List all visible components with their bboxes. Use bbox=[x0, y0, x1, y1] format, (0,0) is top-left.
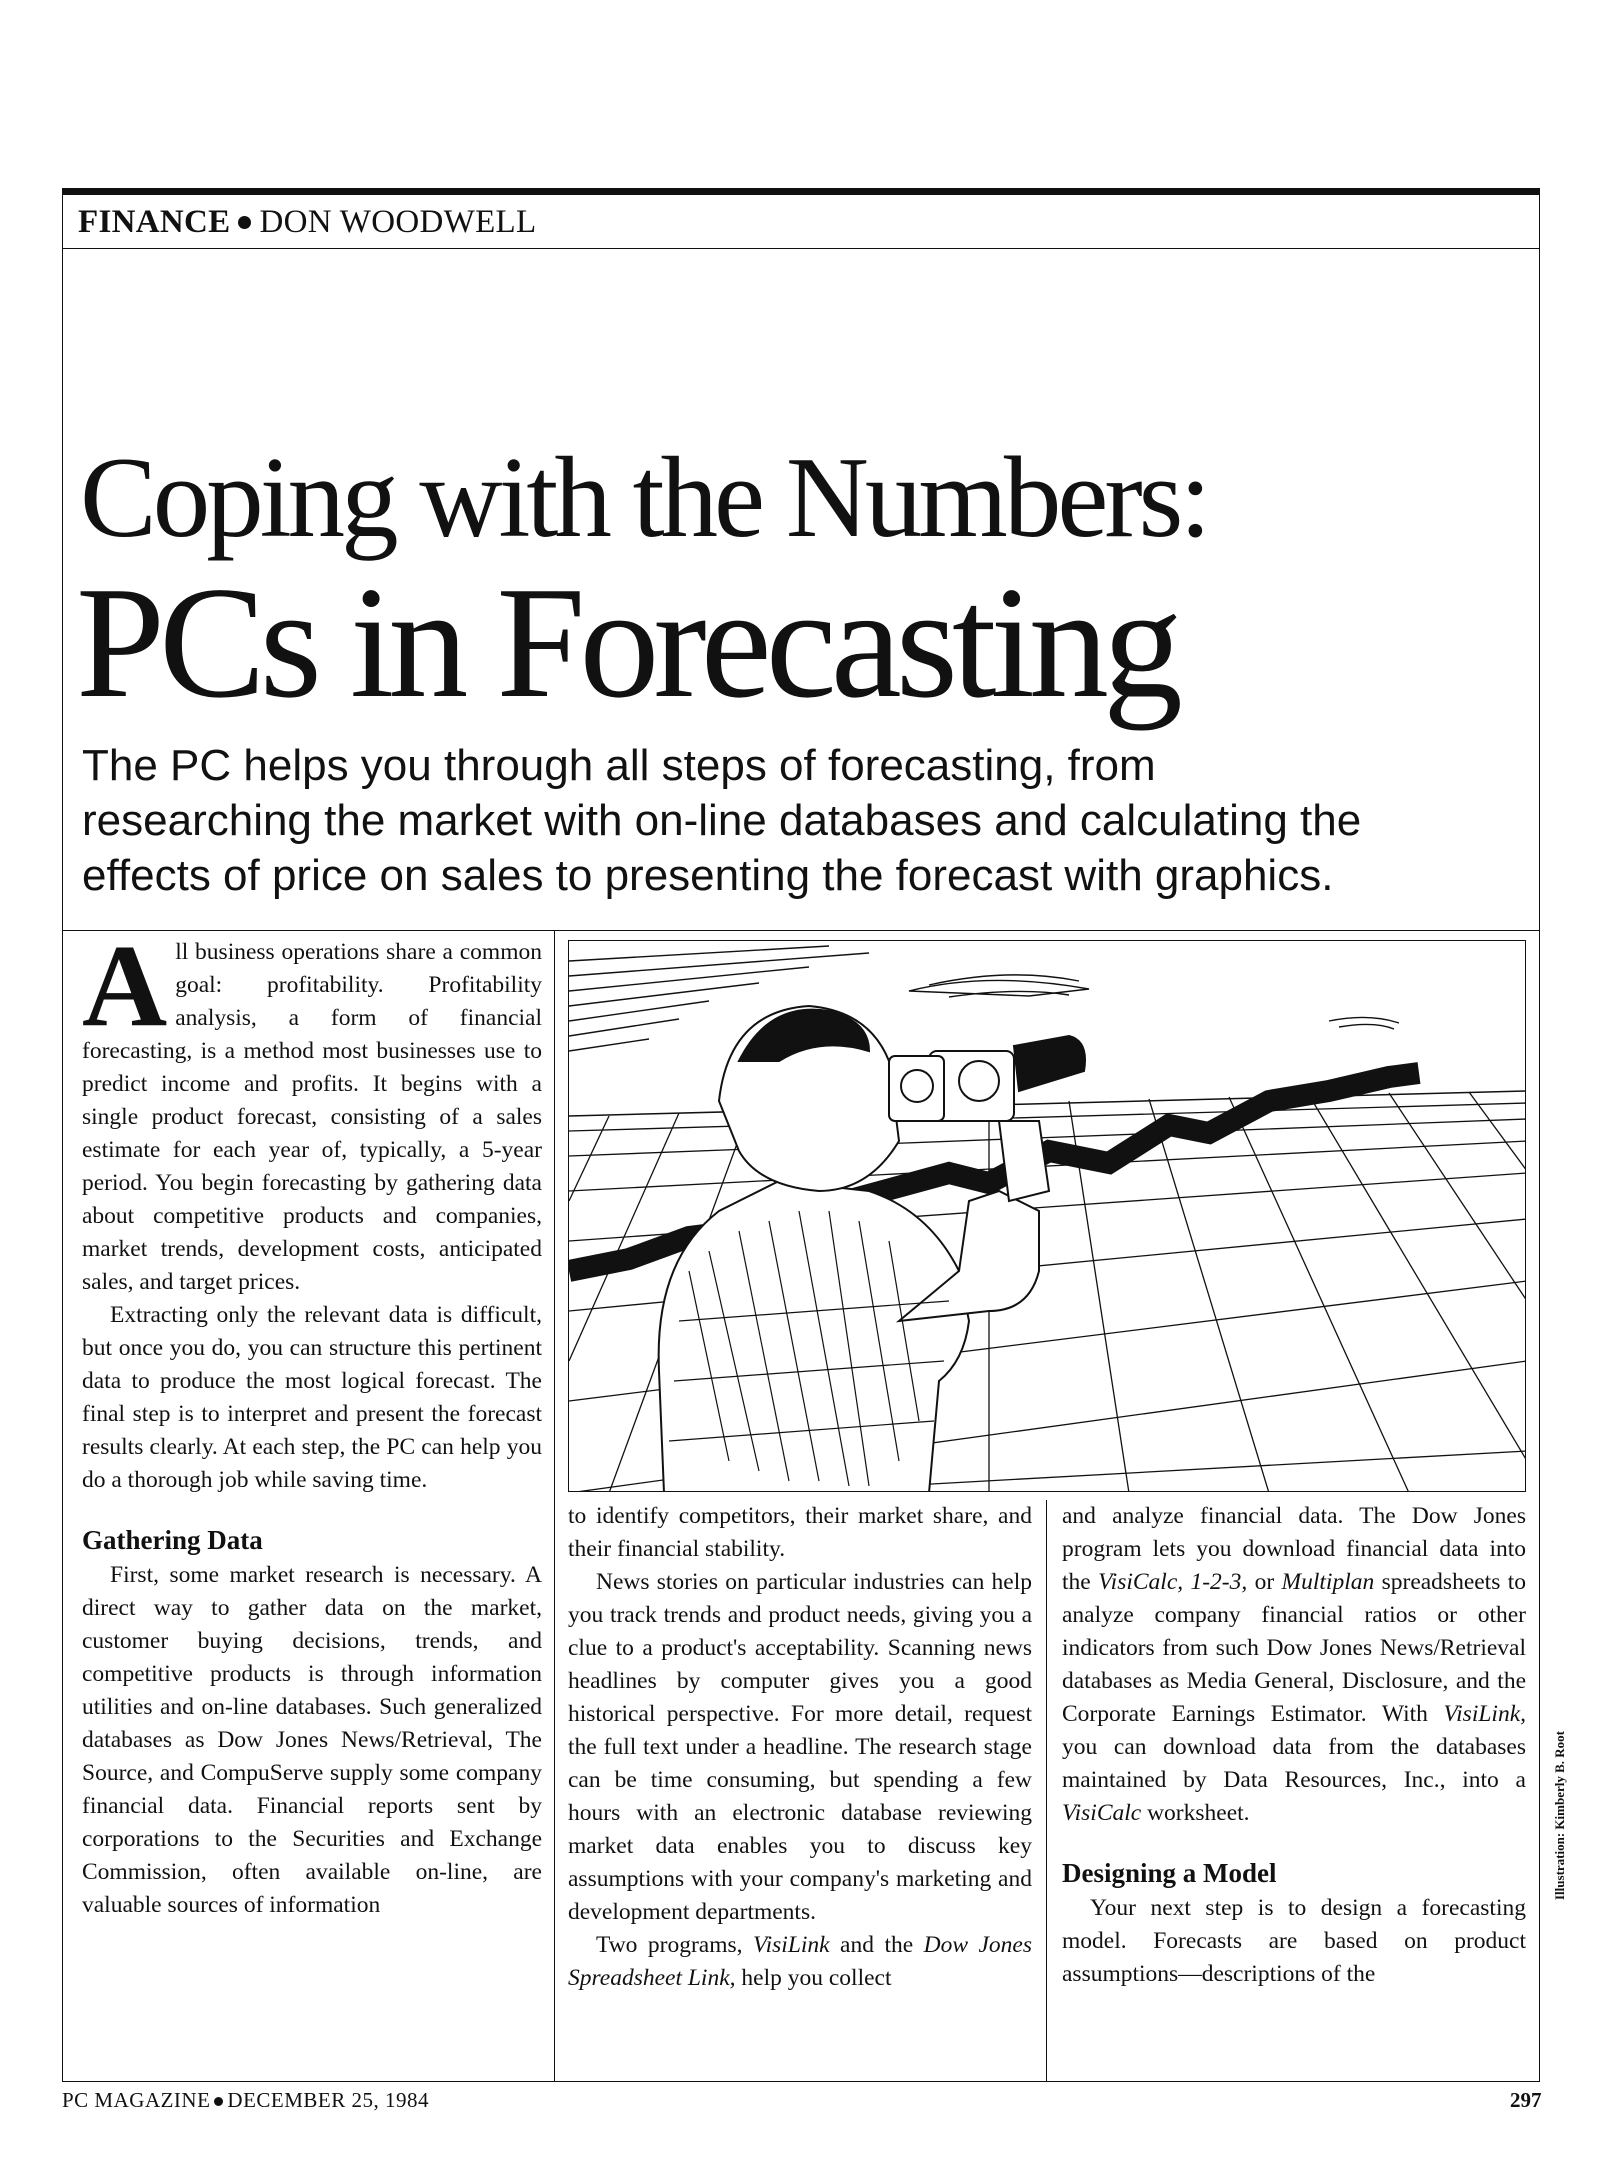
sky-hatching bbox=[569, 946, 1399, 1051]
deck-subtitle bbox=[82, 738, 1522, 903]
page-number: 297 bbox=[1510, 2088, 1542, 2112]
lead-paragraph: All business operations share a common goal: profitability. Profitability analysis, a form of financial forecasting, is a method most businesses use to predict income and profits. It begins with a single product forecast, consisting of a sales estimate for each year of, typically, a 5-year period. You begin forecasting by gathering data about competitive products and companies, market trends, development costs, anticipated sales, and target prices. bbox=[82, 920, 542, 1295]
column-2 bbox=[568, 1500, 1032, 1995]
headline-line-1: Coping with the Numbers: bbox=[80, 434, 1208, 561]
column-rule bbox=[1046, 1500, 1047, 2082]
deck-line-3: effects of price on sales to presenting the forecast with graphics. bbox=[82, 851, 1334, 900]
column-rule bbox=[554, 930, 555, 2082]
illustration-binoculars bbox=[568, 940, 1526, 1492]
drop-cap: A bbox=[82, 920, 168, 1051]
headline-line-2: PCs in Forecasting bbox=[76, 553, 1177, 731]
column-3 bbox=[1062, 1500, 1526, 1991]
section-name: FINANCE bbox=[78, 204, 231, 240]
deck-rule bbox=[62, 930, 1540, 931]
horizon-line bbox=[569, 1091, 1526, 1116]
deck-line-1: The PC helps you through all steps of forecasting, from bbox=[82, 741, 1156, 790]
illustration-drawing bbox=[569, 941, 1526, 1492]
illustration-credit: Illustration: Kimberly B. Root bbox=[1552, 1731, 1567, 1900]
subhead-designing-a-model: Designing a Model bbox=[1062, 1858, 1277, 1888]
paragraph: and analyze financial data. The Dow Jones program lets you download financial data into the VisiCalc, 1-2-3, or Multiplan spreadsheets to analyze company financial ratios or other indicators from such Dow Jones News/Retrieval databases as Media General, Disclosure, and the Corporate Earnings Estimator. With VisiLink, you can download data from the databases maintained by Data Resources, Inc., into a VisiCalc worksheet. bbox=[1062, 1503, 1526, 1826]
paragraph: to identify competitors, their market share, and their financial stability. bbox=[568, 1503, 1032, 1562]
paragraph: Your next step is to design a forecasting model. Forecasts are based on product assumptions—descriptions of the bbox=[1062, 1895, 1526, 1987]
footer-magazine: PC MAGAZINE DECEMBER 25, 1984 bbox=[62, 2088, 430, 2112]
section-header bbox=[62, 195, 1540, 249]
subhead-gathering-data: Gathering Data bbox=[82, 1525, 263, 1555]
author-name: DON WOODWELL bbox=[259, 204, 537, 240]
deck-line-2: researching the market with on-line databases and calculating the bbox=[82, 796, 1362, 845]
bullet-icon bbox=[238, 216, 251, 229]
column-1 bbox=[82, 920, 542, 1922]
paragraph: News stories on particular industries can help you track trends and product needs, giving you a clue to a product's acceptability. Scanning news headlines by computer gives you a good historical perspective. For more detail, request the full text under a headline. The research stage can be time consuming, but spending a few hours with an electronic database reviewing market data enables you to discuss key assumptions with your company's marketing and development departments. bbox=[568, 1569, 1032, 1925]
bullet-icon bbox=[214, 2097, 223, 2106]
man-figure bbox=[659, 1006, 1085, 1492]
paragraph: Extracting only the relevant data is difficult, but once you do, you can structure this pertinent data to produce the most logical forecast. The final step is to interpret and present the forecast results clearly. At each step, the PC can help you do a thorough job while saving time. bbox=[82, 1302, 542, 1493]
paragraph: Two programs, VisiLink and the Dow Jones Spreadsheet Link, help you collect bbox=[568, 1932, 1032, 1991]
paragraph: First, some market research is necessary. A direct way to gather data on the market, customer buying decisions, trends, and competitive products is through information utilities and on-line databases. Such generalized databases as Dow Jones News/Retrieval, The Source, and CompuServe supply some company financial data. Financial reports sent by corporations to the Securities and Exchange Commission, often available on-line, are valuable sources of information bbox=[82, 1562, 542, 1918]
